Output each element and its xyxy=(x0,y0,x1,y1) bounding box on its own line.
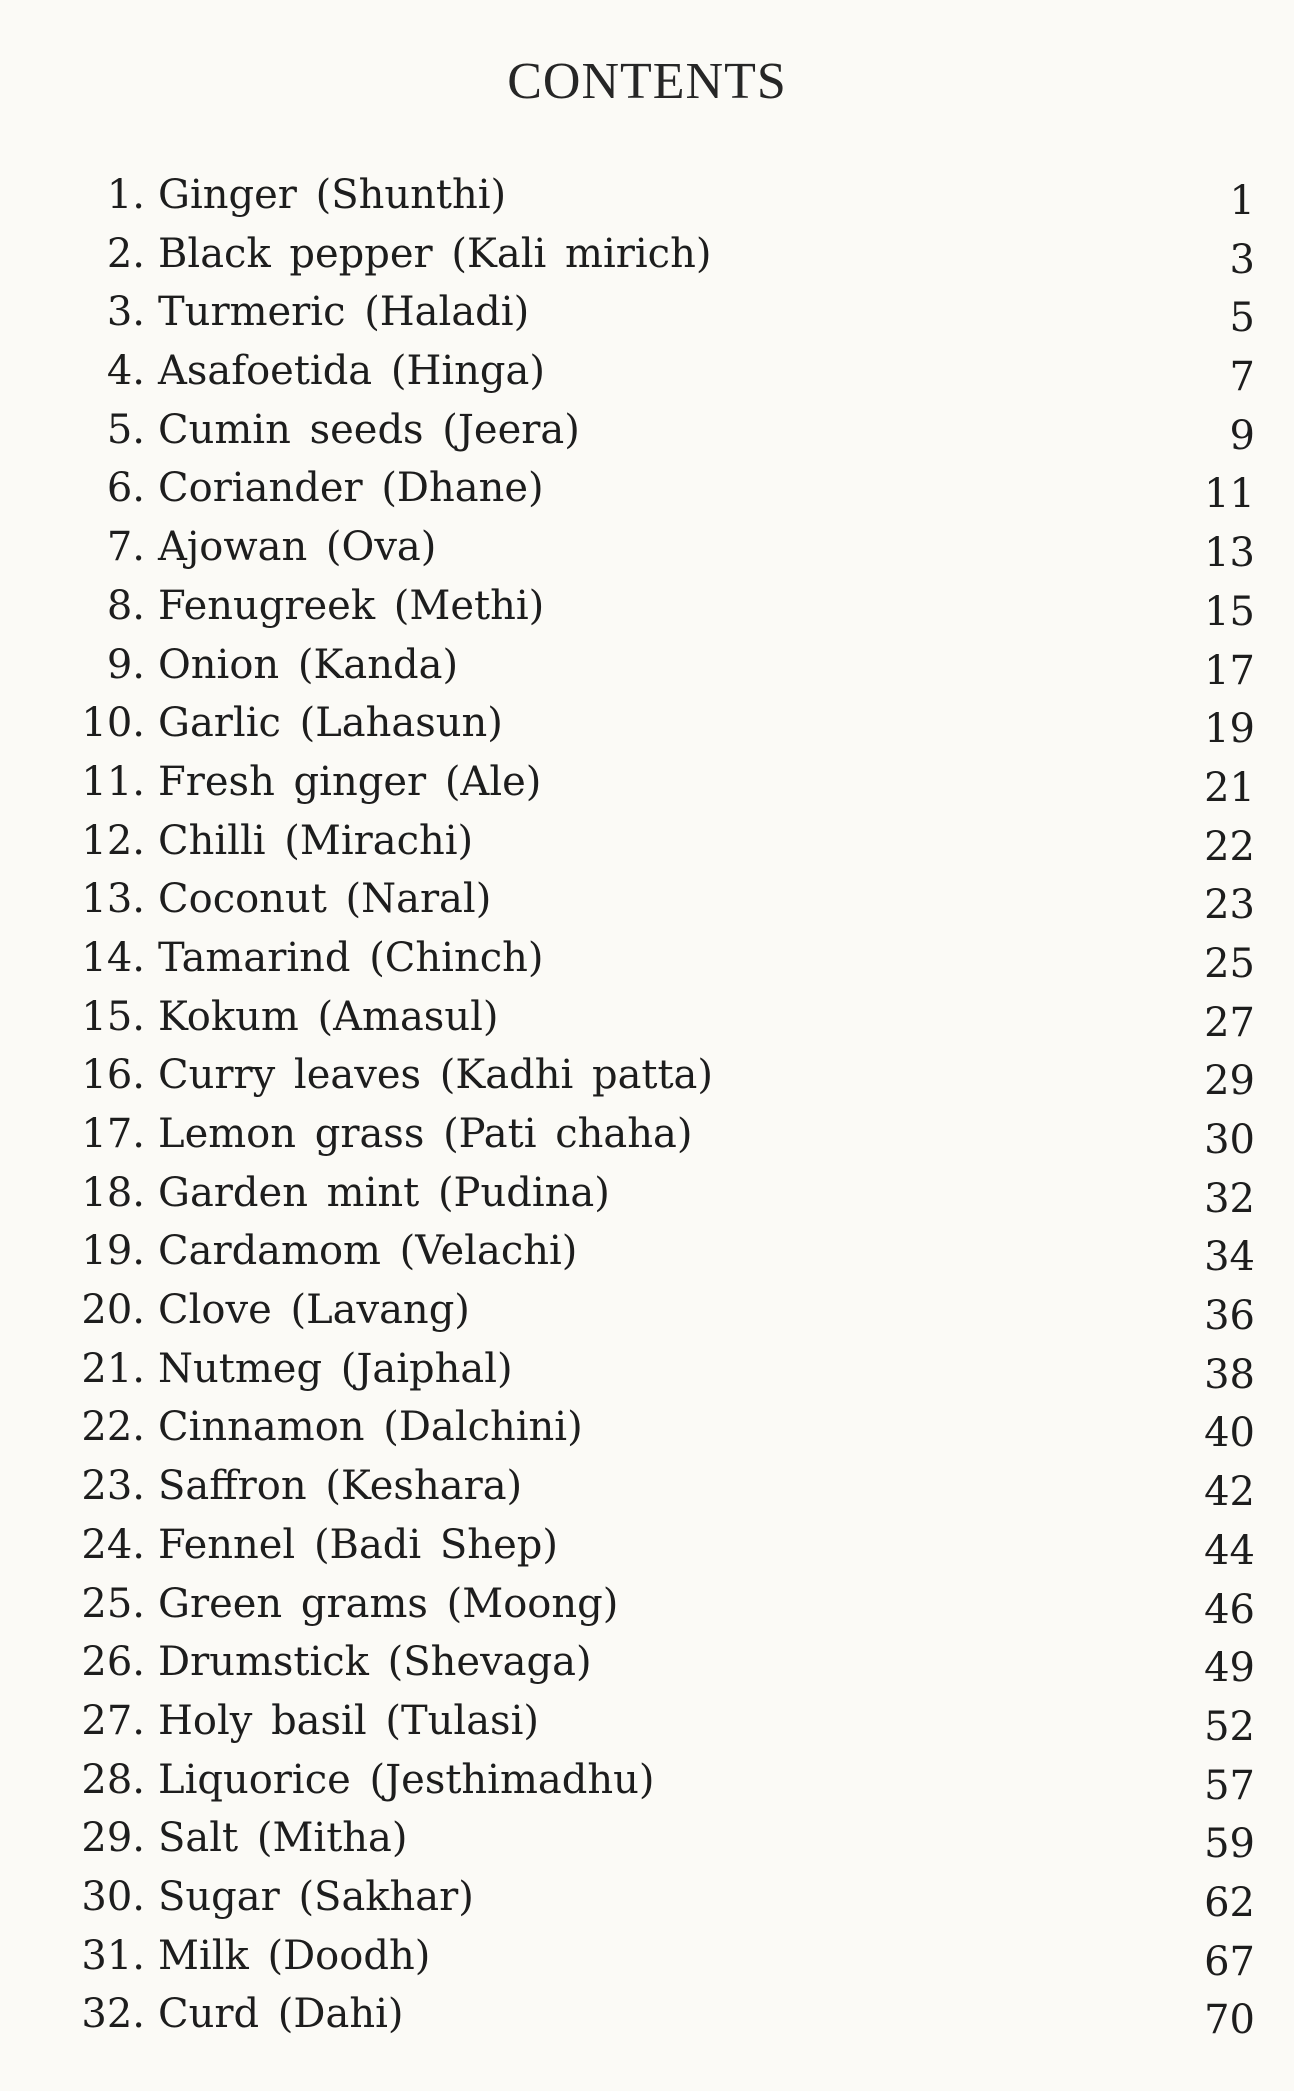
toc-entry xyxy=(55,1692,1255,1751)
entry-page-number: 67 xyxy=(1204,1938,1255,1985)
entry-number: 19. xyxy=(81,1228,145,1275)
entry-page-number: 1 xyxy=(1229,178,1255,224)
entry-title: Ginger (Shunthi) xyxy=(158,172,507,218)
entry-title: Milk (Doodh) xyxy=(158,1932,431,1979)
entry-number: 2. xyxy=(106,230,145,277)
entry-title: Lemon grass (Pati chaha) xyxy=(158,1111,693,1157)
entry-page-number: 3 xyxy=(1229,236,1255,283)
toc-entry xyxy=(55,1516,1255,1575)
entry-title: Green grams (Moong) xyxy=(158,1580,619,1627)
entry-page-number: 21 xyxy=(1204,764,1255,811)
entry-number: 8. xyxy=(106,582,145,629)
entry-number: 12. xyxy=(81,817,145,864)
toc-entry xyxy=(55,1105,1255,1164)
entry-page-number: 19 xyxy=(1204,706,1255,753)
entry-page-number: 11 xyxy=(1204,471,1255,518)
entry-number: 7. xyxy=(106,524,145,571)
entry-number: 25. xyxy=(81,1580,145,1627)
entry-number: 16. xyxy=(81,1052,145,1099)
entry-title: Liquorice (Jesthimadhu) xyxy=(158,1756,655,1803)
entry-title: Coriander (Dhane) xyxy=(158,465,544,512)
entry-title: Coconut (Naral) xyxy=(158,876,492,923)
entry-page-number: 57 xyxy=(1204,1762,1255,1809)
toc-entry xyxy=(55,753,1255,812)
entry-number: 6. xyxy=(106,465,145,512)
entry-title: Cumin seeds (Jeera) xyxy=(158,406,580,453)
toc-entry xyxy=(55,812,1255,871)
entry-page-number: 29 xyxy=(1204,1058,1255,1105)
entry-page-number: 62 xyxy=(1204,1879,1255,1926)
entry-title: Sugar (Sakhar) xyxy=(158,1873,474,1920)
entry-title: Salt (Mitha) xyxy=(158,1815,408,1862)
entry-title: Garlic (Lahasun) xyxy=(158,700,503,747)
entry-number: 5. xyxy=(106,406,145,453)
table-of-contents xyxy=(55,166,1255,2044)
entry-page-number: 52 xyxy=(1204,1703,1255,1750)
page-title: CONTENTS xyxy=(507,53,787,110)
entry-number: 10. xyxy=(81,700,145,747)
toc-entry xyxy=(55,283,1255,342)
toc-entry xyxy=(55,694,1255,753)
entry-title: Garden mint (Pudina) xyxy=(158,1169,610,1216)
toc-entry xyxy=(55,225,1255,284)
entry-title: Cardamom (Velachi) xyxy=(158,1228,578,1275)
entry-page-number: 5 xyxy=(1229,295,1255,342)
entry-page-number: 15 xyxy=(1204,588,1255,635)
entry-number: 26. xyxy=(81,1639,145,1686)
toc-entry xyxy=(55,636,1255,695)
entry-page-number: 36 xyxy=(1204,1293,1255,1340)
entry-title: Chilli (Mirachi) xyxy=(158,817,474,864)
toc-entry xyxy=(55,929,1255,988)
entry-title: Saffron (Keshara) xyxy=(158,1463,523,1510)
entry-page-number: 46 xyxy=(1204,1586,1255,1633)
entry-number: 23. xyxy=(81,1463,145,1510)
toc-entry xyxy=(55,577,1255,636)
entry-number: 32. xyxy=(81,1991,145,2038)
toc-entry xyxy=(55,1575,1255,1634)
toc-entry xyxy=(55,1985,1255,2044)
entry-page-number: 25 xyxy=(1204,940,1255,987)
entry-number: 21. xyxy=(81,1345,145,1392)
entry-title: Tamarind (Chinch) xyxy=(158,934,544,981)
entry-title: Nutmeg (Jaiphal) xyxy=(158,1345,513,1392)
entry-page-number: 13 xyxy=(1204,530,1255,577)
toc-entry xyxy=(55,1633,1255,1692)
entry-number: 20. xyxy=(81,1287,145,1334)
toc-entry xyxy=(55,1751,1255,1810)
entry-page-number: 40 xyxy=(1204,1410,1255,1457)
toc-entry xyxy=(55,401,1255,460)
entry-title: Clove (Lavang) xyxy=(158,1287,470,1334)
entry-title: Black pepper (Kali mirich) xyxy=(158,230,712,277)
entry-number: 22. xyxy=(81,1404,145,1451)
toc-entry xyxy=(55,1868,1255,1927)
entry-page-number: 7 xyxy=(1229,354,1255,401)
entry-page-number: 27 xyxy=(1204,999,1255,1046)
entry-title: Kokum (Amasul) xyxy=(158,993,499,1040)
toc-entry xyxy=(55,459,1255,518)
entry-number: 27. xyxy=(81,1697,145,1744)
entry-page-number: 17 xyxy=(1204,647,1255,694)
toc-entry xyxy=(55,166,1255,225)
toc-entry xyxy=(55,1281,1255,1340)
entry-page-number: 49 xyxy=(1204,1645,1255,1692)
entry-number: 3. xyxy=(106,289,145,336)
entry-number: 15. xyxy=(81,993,145,1040)
entry-number: 4. xyxy=(106,348,145,395)
entry-page-number: 32 xyxy=(1204,1175,1255,1222)
toc-entry xyxy=(55,1398,1255,1457)
entry-title: Fenugreek (Methi) xyxy=(158,582,545,629)
toc-entry xyxy=(55,1809,1255,1868)
entry-number: 9. xyxy=(106,641,145,688)
entry-page-number: 23 xyxy=(1204,882,1255,929)
toc-entry xyxy=(55,870,1255,929)
entry-page-number: 59 xyxy=(1204,1821,1255,1868)
entry-title: Fennel (Badi Shep) xyxy=(158,1521,558,1568)
entry-title: Curd (Dahi) xyxy=(158,1991,404,2038)
toc-entry xyxy=(55,1046,1255,1105)
entry-number: 1. xyxy=(106,172,145,218)
entry-title: Curry leaves (Kadhi patta) xyxy=(158,1052,714,1099)
entry-title: Ajowan (Ova) xyxy=(158,524,437,571)
toc-entry xyxy=(55,1457,1255,1516)
toc-entry xyxy=(55,1164,1255,1223)
entry-number: 31. xyxy=(81,1932,145,1979)
entry-number: 13. xyxy=(81,876,145,923)
entry-page-number: 70 xyxy=(1204,1997,1255,2044)
entry-title: Fresh ginger (Ale) xyxy=(158,758,542,805)
toc-entry xyxy=(55,342,1255,401)
entry-title: Cinnamon (Dalchini) xyxy=(158,1404,583,1451)
entry-page-number: 22 xyxy=(1204,823,1255,870)
toc-entry xyxy=(55,1222,1255,1281)
entry-page-number: 30 xyxy=(1204,1117,1255,1163)
entry-title: Onion (Kanda) xyxy=(158,641,459,688)
entry-number: 24. xyxy=(81,1521,145,1568)
entry-number: 17. xyxy=(81,1111,145,1157)
entry-title: Drumstick (Shevaga) xyxy=(158,1639,592,1686)
entry-page-number: 9 xyxy=(1229,412,1255,459)
entry-number: 28. xyxy=(81,1756,145,1803)
entry-number: 14. xyxy=(81,934,145,981)
toc-entry xyxy=(55,1340,1255,1399)
entry-number: 29. xyxy=(81,1815,145,1862)
toc-entry xyxy=(55,988,1255,1047)
entry-page-number: 38 xyxy=(1204,1351,1255,1398)
entry-number: 18. xyxy=(81,1169,145,1216)
entry-number: 11. xyxy=(81,758,145,805)
toc-entry xyxy=(55,1927,1255,1986)
toc-entry xyxy=(55,518,1255,577)
entry-title: Asafoetida (Hinga) xyxy=(158,348,545,395)
entry-page-number: 44 xyxy=(1204,1527,1255,1574)
entry-title: Turmeric (Haladi) xyxy=(158,289,530,336)
entry-title: Holy basil (Tulasi) xyxy=(158,1697,539,1744)
entry-page-number: 42 xyxy=(1204,1469,1255,1516)
entry-number: 30. xyxy=(81,1873,145,1920)
entry-page-number: 34 xyxy=(1204,1234,1255,1281)
